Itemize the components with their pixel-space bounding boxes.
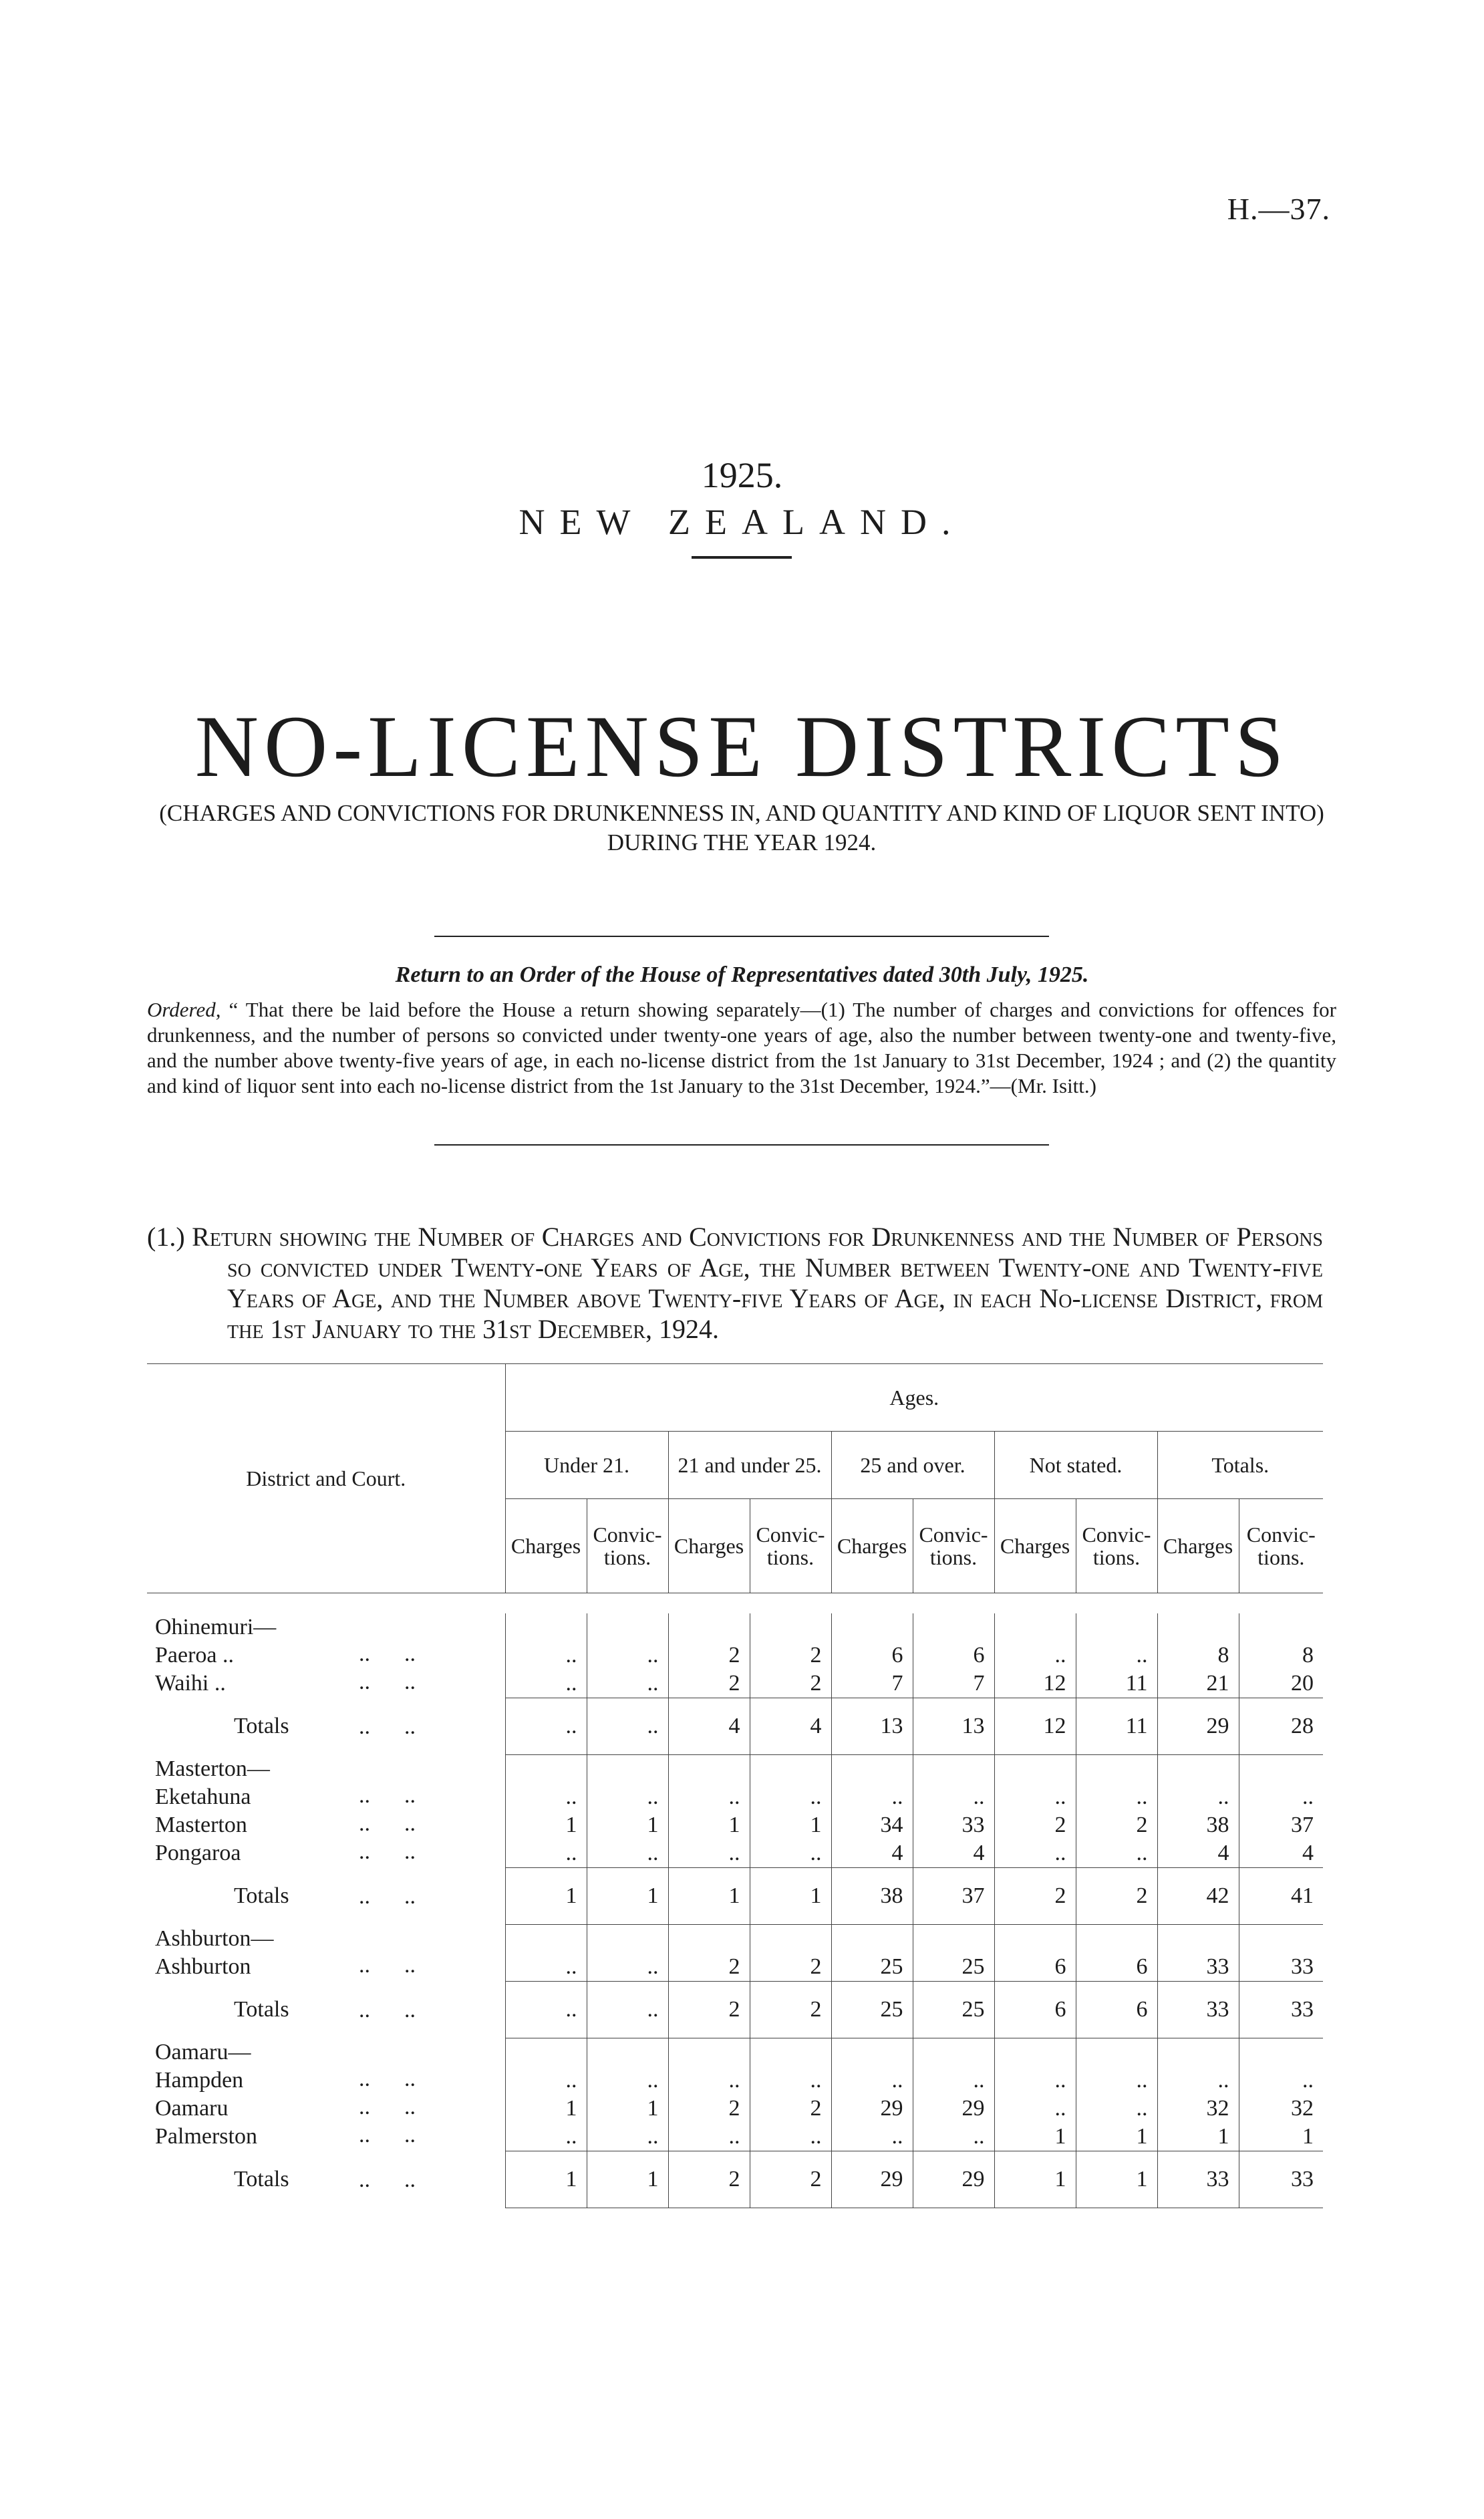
spacer-cell <box>147 1593 1323 1614</box>
convictions-cell: 20 <box>1239 1670 1323 1698</box>
court-name <box>147 1641 505 1670</box>
empty-cell <box>831 1925 913 1954</box>
charges-cell: 12 <box>994 1698 1076 1755</box>
charges-cell: 1 <box>994 2123 1076 2151</box>
district-name: Oamaru— <box>155 2039 251 2065</box>
convictions-cell: .. <box>750 1839 831 1868</box>
convictions-cell: .. <box>587 1670 668 1698</box>
convictions-cell: 1 <box>750 1868 831 1925</box>
charges-cell: 34 <box>831 1811 913 1839</box>
district-row <box>147 1613 1323 1641</box>
court-row <box>147 1670 1323 1698</box>
convictions-cell: 2 <box>1076 1811 1157 1839</box>
convictions-cell: 25 <box>913 1982 994 2038</box>
row-label: Totals <box>234 1714 289 1738</box>
group-header-25-and-over: 25 and over. <box>831 1432 994 1499</box>
convictions-cell: 29 <box>913 2095 994 2123</box>
convictions-cell: 4 <box>750 1698 831 1755</box>
convictions-cell: 13 <box>913 1698 994 1755</box>
leader-dots: .. .. <box>347 1783 416 1808</box>
charges-cell: .. <box>1157 1783 1239 1811</box>
convictions-cell: 11 <box>1076 1670 1157 1698</box>
drunkenness-return-table <box>147 1363 1323 2208</box>
table-spacer <box>147 1593 1323 1614</box>
charges-cell: 42 <box>1157 1868 1239 1925</box>
totals-label <box>147 1698 505 1755</box>
empty-cell <box>587 1925 668 1954</box>
row-label: Paeroa .. <box>155 1643 235 1668</box>
empty-cell <box>505 1613 587 1641</box>
group-header-under-21: Under 21. <box>505 1432 668 1499</box>
empty-cell <box>994 1613 1076 1641</box>
charges-cell: 6 <box>994 1953 1076 1982</box>
charges-cell: .. <box>505 1783 587 1811</box>
row-label: Oamaru <box>155 2096 229 2121</box>
convictions-cell: 1 <box>587 2151 668 2208</box>
leader-dots: .. .. <box>347 1811 416 1836</box>
convictions-header: Convic-tions. <box>913 1499 994 1593</box>
empty-cell <box>1239 2038 1323 2067</box>
court-name <box>147 1811 505 1839</box>
court-name <box>147 1670 505 1698</box>
convictions-cell: .. <box>587 1783 668 1811</box>
charges-cell: 38 <box>831 1868 913 1925</box>
court-row <box>147 1783 1323 1811</box>
empty-cell <box>1157 2038 1239 2067</box>
convictions-cell: .. <box>587 1839 668 1868</box>
charges-cell: .. <box>994 2067 1076 2095</box>
charges-cell: 1 <box>1157 2123 1239 2151</box>
charges-cell: 2 <box>668 1670 750 1698</box>
charges-header: Charges <box>1157 1499 1239 1593</box>
empty-cell <box>750 1755 831 1784</box>
district-court-header: District and Court. <box>147 1364 505 1593</box>
court-row <box>147 2067 1323 2095</box>
empty-cell <box>913 1755 994 1784</box>
convictions-cell: 25 <box>913 1953 994 1982</box>
convictions-cell: 2 <box>750 2151 831 2208</box>
charges-cell: 4 <box>668 1698 750 1755</box>
charges-cell: .. <box>505 1982 587 2038</box>
convictions-cell: 2 <box>750 1670 831 1698</box>
row-label: Hampden <box>155 2068 244 2093</box>
convictions-header: Convic-tions. <box>1239 1499 1323 1593</box>
charges-header: Charges <box>831 1499 913 1593</box>
convictions-cell: .. <box>1239 2067 1323 2095</box>
section-number: (1.) <box>147 1222 185 1252</box>
row-label: Palmerston <box>155 2124 257 2149</box>
convictions-cell: 2 <box>1076 1868 1157 1925</box>
convictions-cell: .. <box>750 2123 831 2151</box>
charges-cell: 33 <box>1157 1953 1239 1982</box>
leader-dots: .. .. <box>347 1953 416 1978</box>
convictions-cell: .. <box>913 2067 994 2095</box>
convictions-cell: 33 <box>1239 2151 1323 2208</box>
convictions-cell: 2 <box>750 1953 831 1982</box>
empty-cell <box>913 1925 994 1954</box>
charges-cell: .. <box>1157 2067 1239 2095</box>
charges-cell: .. <box>505 2123 587 2151</box>
district-row <box>147 2038 1323 2067</box>
convictions-cell: 37 <box>1239 1811 1323 1839</box>
court-name <box>147 2123 505 2151</box>
empty-cell <box>505 1755 587 1784</box>
charges-cell: 1 <box>505 2151 587 2208</box>
heading-rule <box>692 556 792 559</box>
empty-cell <box>913 2038 994 2067</box>
leader-dots: .. .. <box>347 1883 416 1909</box>
convictions-cell: 41 <box>1239 1868 1323 1925</box>
court-row <box>147 2095 1323 2123</box>
totals-row <box>147 1982 1323 2038</box>
leader-dots: .. .. <box>347 2067 416 2091</box>
empty-cell <box>1076 1755 1157 1784</box>
empty-cell <box>994 1925 1076 1954</box>
convictions-cell: .. <box>587 2067 668 2095</box>
convictions-cell: 1 <box>587 2095 668 2123</box>
empty-cell <box>1076 1613 1157 1641</box>
charges-cell: 1 <box>668 1811 750 1839</box>
convictions-cell: .. <box>587 1953 668 1982</box>
court-name <box>147 2095 505 2123</box>
charges-cell: 33 <box>1157 2151 1239 2208</box>
convictions-cell: 1 <box>750 1811 831 1839</box>
charges-cell: 2 <box>668 1641 750 1670</box>
district-name: Ohinemuri— <box>155 1615 277 1639</box>
empty-cell <box>587 1613 668 1641</box>
totals-row <box>147 1868 1323 1925</box>
charges-cell: .. <box>505 1641 587 1670</box>
empty-cell <box>668 2038 750 2067</box>
empty-cell <box>668 1755 750 1784</box>
empty-cell <box>668 1613 750 1641</box>
empty-cell <box>668 1925 750 1954</box>
charges-cell: 2 <box>668 1953 750 1982</box>
charges-cell: 8 <box>1157 1641 1239 1670</box>
convictions-cell: 1 <box>587 1811 668 1839</box>
charges-cell: .. <box>668 2123 750 2151</box>
page-reference: H.—37. <box>1227 192 1330 226</box>
convictions-cell: 37 <box>913 1868 994 1925</box>
convictions-cell: 2 <box>750 1641 831 1670</box>
empty-cell <box>994 1755 1076 1784</box>
convictions-cell: 33 <box>1239 1982 1323 2038</box>
court-name <box>147 2067 505 2095</box>
charges-cell: 4 <box>1157 1839 1239 1868</box>
row-label: Totals <box>234 1997 289 2022</box>
leader-dots: .. .. <box>347 1670 416 1694</box>
convictions-cell: 4 <box>1239 1839 1323 1868</box>
totals-row <box>147 2151 1323 2208</box>
empty-cell <box>587 2038 668 2067</box>
charges-header: Charges <box>994 1499 1076 1593</box>
empty-cell <box>505 1925 587 1954</box>
charges-cell: 33 <box>1157 1982 1239 2038</box>
convictions-cell: 2 <box>750 1982 831 2038</box>
charges-cell: .. <box>994 1641 1076 1670</box>
ordered-text: “ That there be laid before the House a return showing separately—(1) The number of charges and convictions for offences for drunkenness, and the number of persons so convicted under twenty-one years of age, also the number between twenty-one and twenty-five, and the number above twenty-five years of age, in each no-license district from the 1st January to 31st December, 1924 ; and (2) the quantity and kind of liquor sent into each no-license district from the 1st January to the 31st December, 1924.”—(Mr. Isitt.) <box>147 998 1336 1097</box>
empty-cell <box>831 1613 913 1641</box>
leader-dots: .. .. <box>347 1641 416 1666</box>
convictions-cell: .. <box>587 1698 668 1755</box>
charges-cell: 29 <box>1157 1698 1239 1755</box>
convictions-header: Convic-tions. <box>1076 1499 1157 1593</box>
charges-cell: 32 <box>1157 2095 1239 2123</box>
charges-cell: 1 <box>994 2151 1076 2208</box>
charges-header: Charges <box>505 1499 587 1593</box>
convictions-cell: 11 <box>1076 1698 1157 1755</box>
group-header-not-stated: Not stated. <box>994 1432 1157 1499</box>
district-name: Ashburton— <box>155 1926 274 1951</box>
convictions-cell: .. <box>1076 1839 1157 1868</box>
charges-cell: 2 <box>668 2151 750 2208</box>
empty-cell <box>587 1755 668 1784</box>
empty-cell <box>1239 1613 1323 1641</box>
empty-cell <box>1157 1613 1239 1641</box>
convictions-cell: 4 <box>913 1839 994 1868</box>
charges-cell: .. <box>994 2095 1076 2123</box>
empty-cell <box>750 1613 831 1641</box>
row-label: Masterton <box>155 1813 247 1837</box>
district-row <box>147 1925 1323 1954</box>
row-label: Ashburton <box>155 1954 251 1980</box>
charges-cell: .. <box>505 1698 587 1755</box>
charges-cell: 7 <box>831 1670 913 1698</box>
row-label: Eketahuna <box>155 1784 251 1809</box>
charges-cell: 2 <box>994 1868 1076 1925</box>
convictions-cell: 6 <box>913 1641 994 1670</box>
empty-cell <box>831 2038 913 2067</box>
charges-cell: 38 <box>1157 1811 1239 1839</box>
divider-top <box>434 936 1049 937</box>
row-label: Waihi .. <box>155 1671 226 1696</box>
charges-cell: .. <box>505 1839 587 1868</box>
convictions-header: Convic-tions. <box>587 1499 668 1593</box>
convictions-cell: .. <box>587 2123 668 2151</box>
charges-cell: 13 <box>831 1698 913 1755</box>
charges-cell: .. <box>994 1783 1076 1811</box>
charges-cell: 29 <box>831 2151 913 2208</box>
convictions-cell: .. <box>750 2067 831 2095</box>
charges-cell: 1 <box>668 1868 750 1925</box>
court-name <box>147 1839 505 1868</box>
empty-cell <box>1157 1755 1239 1784</box>
court-row <box>147 1953 1323 1982</box>
convictions-cell: .. <box>1076 2095 1157 2123</box>
leader-dots: .. .. <box>347 2123 416 2147</box>
convictions-cell: 29 <box>913 2151 994 2208</box>
convictions-cell: 6 <box>1076 1953 1157 1982</box>
charges-cell: 6 <box>831 1641 913 1670</box>
main-title: NO-LICENSE DISTRICTS <box>194 697 1290 795</box>
charges-cell: .. <box>668 1783 750 1811</box>
empty-cell <box>505 2038 587 2067</box>
group-header-totals: Totals. <box>1157 1432 1323 1499</box>
convictions-cell: 1 <box>1239 2123 1323 2151</box>
convictions-cell: .. <box>587 1641 668 1670</box>
subtitle: (CHARGES AND CONVICTIONS FOR DRUNKENNESS IN, AND QUANTITY AND KIND OF LIQUOR SENT INTO) DURING THE YEAR 1924. <box>159 800 1324 855</box>
convictions-cell: 33 <box>913 1811 994 1839</box>
empty-cell <box>750 2038 831 2067</box>
row-label: Totals <box>234 1883 289 1908</box>
charges-cell: .. <box>831 2067 913 2095</box>
group-header-21-under-25: 21 and under 25. <box>668 1432 831 1499</box>
court-row <box>147 2123 1323 2151</box>
convictions-cell: 1 <box>1076 2123 1157 2151</box>
charges-cell: 12 <box>994 1670 1076 1698</box>
charges-cell: 29 <box>831 2095 913 2123</box>
charges-cell: 1 <box>505 1811 587 1839</box>
convictions-cell: 1 <box>1076 2151 1157 2208</box>
court-row <box>147 1839 1323 1868</box>
convictions-cell: .. <box>587 1982 668 2038</box>
empty-cell <box>994 2038 1076 2067</box>
court-row <box>147 1811 1323 1839</box>
charges-cell: .. <box>831 2123 913 2151</box>
charges-cell: 2 <box>668 2095 750 2123</box>
convictions-cell: .. <box>1076 1783 1157 1811</box>
court-row <box>147 1641 1323 1670</box>
empty-cell <box>1239 1755 1323 1784</box>
convictions-cell: 8 <box>1239 1641 1323 1670</box>
convictions-cell: 2 <box>750 2095 831 2123</box>
convictions-header: Convic-tions. <box>750 1499 831 1593</box>
convictions-cell: 32 <box>1239 2095 1323 2123</box>
order-paragraph <box>147 997 1336 1099</box>
empty-cell <box>1157 1925 1239 1954</box>
row-label: Totals <box>234 2167 289 2192</box>
totals-label <box>147 2151 505 2208</box>
totals-label <box>147 1868 505 1925</box>
convictions-cell: 28 <box>1239 1698 1323 1755</box>
charges-cell: .. <box>668 2067 750 2095</box>
section-heading <box>147 1222 1323 1345</box>
charges-cell: .. <box>505 2067 587 2095</box>
convictions-cell: 33 <box>1239 1953 1323 1982</box>
empty-cell <box>1076 1925 1157 1954</box>
charges-cell: 1 <box>505 1868 587 1925</box>
convictions-cell: .. <box>1076 1641 1157 1670</box>
convictions-cell: 1 <box>587 1868 668 1925</box>
convictions-cell: 6 <box>1076 1982 1157 2038</box>
convictions-cell: .. <box>750 1783 831 1811</box>
charges-cell: .. <box>505 1670 587 1698</box>
district-name: Masterton— <box>155 1756 270 1781</box>
charges-cell: .. <box>668 1839 750 1868</box>
district-row <box>147 1755 1323 1784</box>
empty-cell <box>831 1755 913 1784</box>
totals-row <box>147 1698 1323 1755</box>
convictions-cell: .. <box>913 1783 994 1811</box>
leader-dots: .. .. <box>347 1839 416 1864</box>
document-year: 1925. <box>701 455 783 495</box>
convictions-cell: .. <box>1239 1783 1323 1811</box>
leader-dots: .. .. <box>347 2167 416 2192</box>
charges-cell: .. <box>994 1839 1076 1868</box>
empty-cell <box>1239 1925 1323 1954</box>
convictions-cell: 7 <box>913 1670 994 1698</box>
convictions-cell: .. <box>1076 2067 1157 2095</box>
ordered-label: Ordered, <box>147 998 221 1021</box>
charges-cell: 2 <box>994 1811 1076 1839</box>
empty-cell <box>750 1925 831 1954</box>
empty-cell <box>913 1613 994 1641</box>
charges-cell: .. <box>505 1953 587 1982</box>
charges-cell: 6 <box>994 1982 1076 2038</box>
totals-label <box>147 1982 505 2038</box>
charges-cell: 2 <box>668 1982 750 2038</box>
charges-cell: 4 <box>831 1839 913 1868</box>
court-name <box>147 1783 505 1811</box>
empty-cell <box>1076 2038 1157 2067</box>
court-name <box>147 1953 505 1982</box>
charges-cell: 25 <box>831 1982 913 2038</box>
country-heading: NEW ZEALAND. <box>518 502 966 542</box>
charges-cell: 21 <box>1157 1670 1239 1698</box>
convictions-cell: .. <box>913 2123 994 2151</box>
charges-cell: .. <box>831 1783 913 1811</box>
leader-dots: .. .. <box>347 2095 416 2119</box>
charges-cell: 1 <box>505 2095 587 2123</box>
section-title: Return showing the Number of Charges and Convictions for Drunkenness and the Number of Persons so convicted under Twenty-one Years of Age, the Number between Twenty-one and Twenty-five Years of Age, and the Number above Twenty-five Years of Age, in each No-license District, from the 1st January to the 31st December, 1924. <box>192 1222 1324 1344</box>
leader-dots: .. .. <box>347 1997 416 2022</box>
charges-cell: 25 <box>831 1953 913 1982</box>
row-label: Pongaroa <box>155 1841 241 1866</box>
divider-bottom <box>434 1144 1049 1146</box>
leader-dots: .. .. <box>347 1714 416 1739</box>
charges-header: Charges <box>668 1499 750 1593</box>
ages-header: Ages. <box>505 1364 1323 1432</box>
return-order-line: Return to an Order of the House of Representatives dated 30th July, 1925. <box>395 962 1089 987</box>
